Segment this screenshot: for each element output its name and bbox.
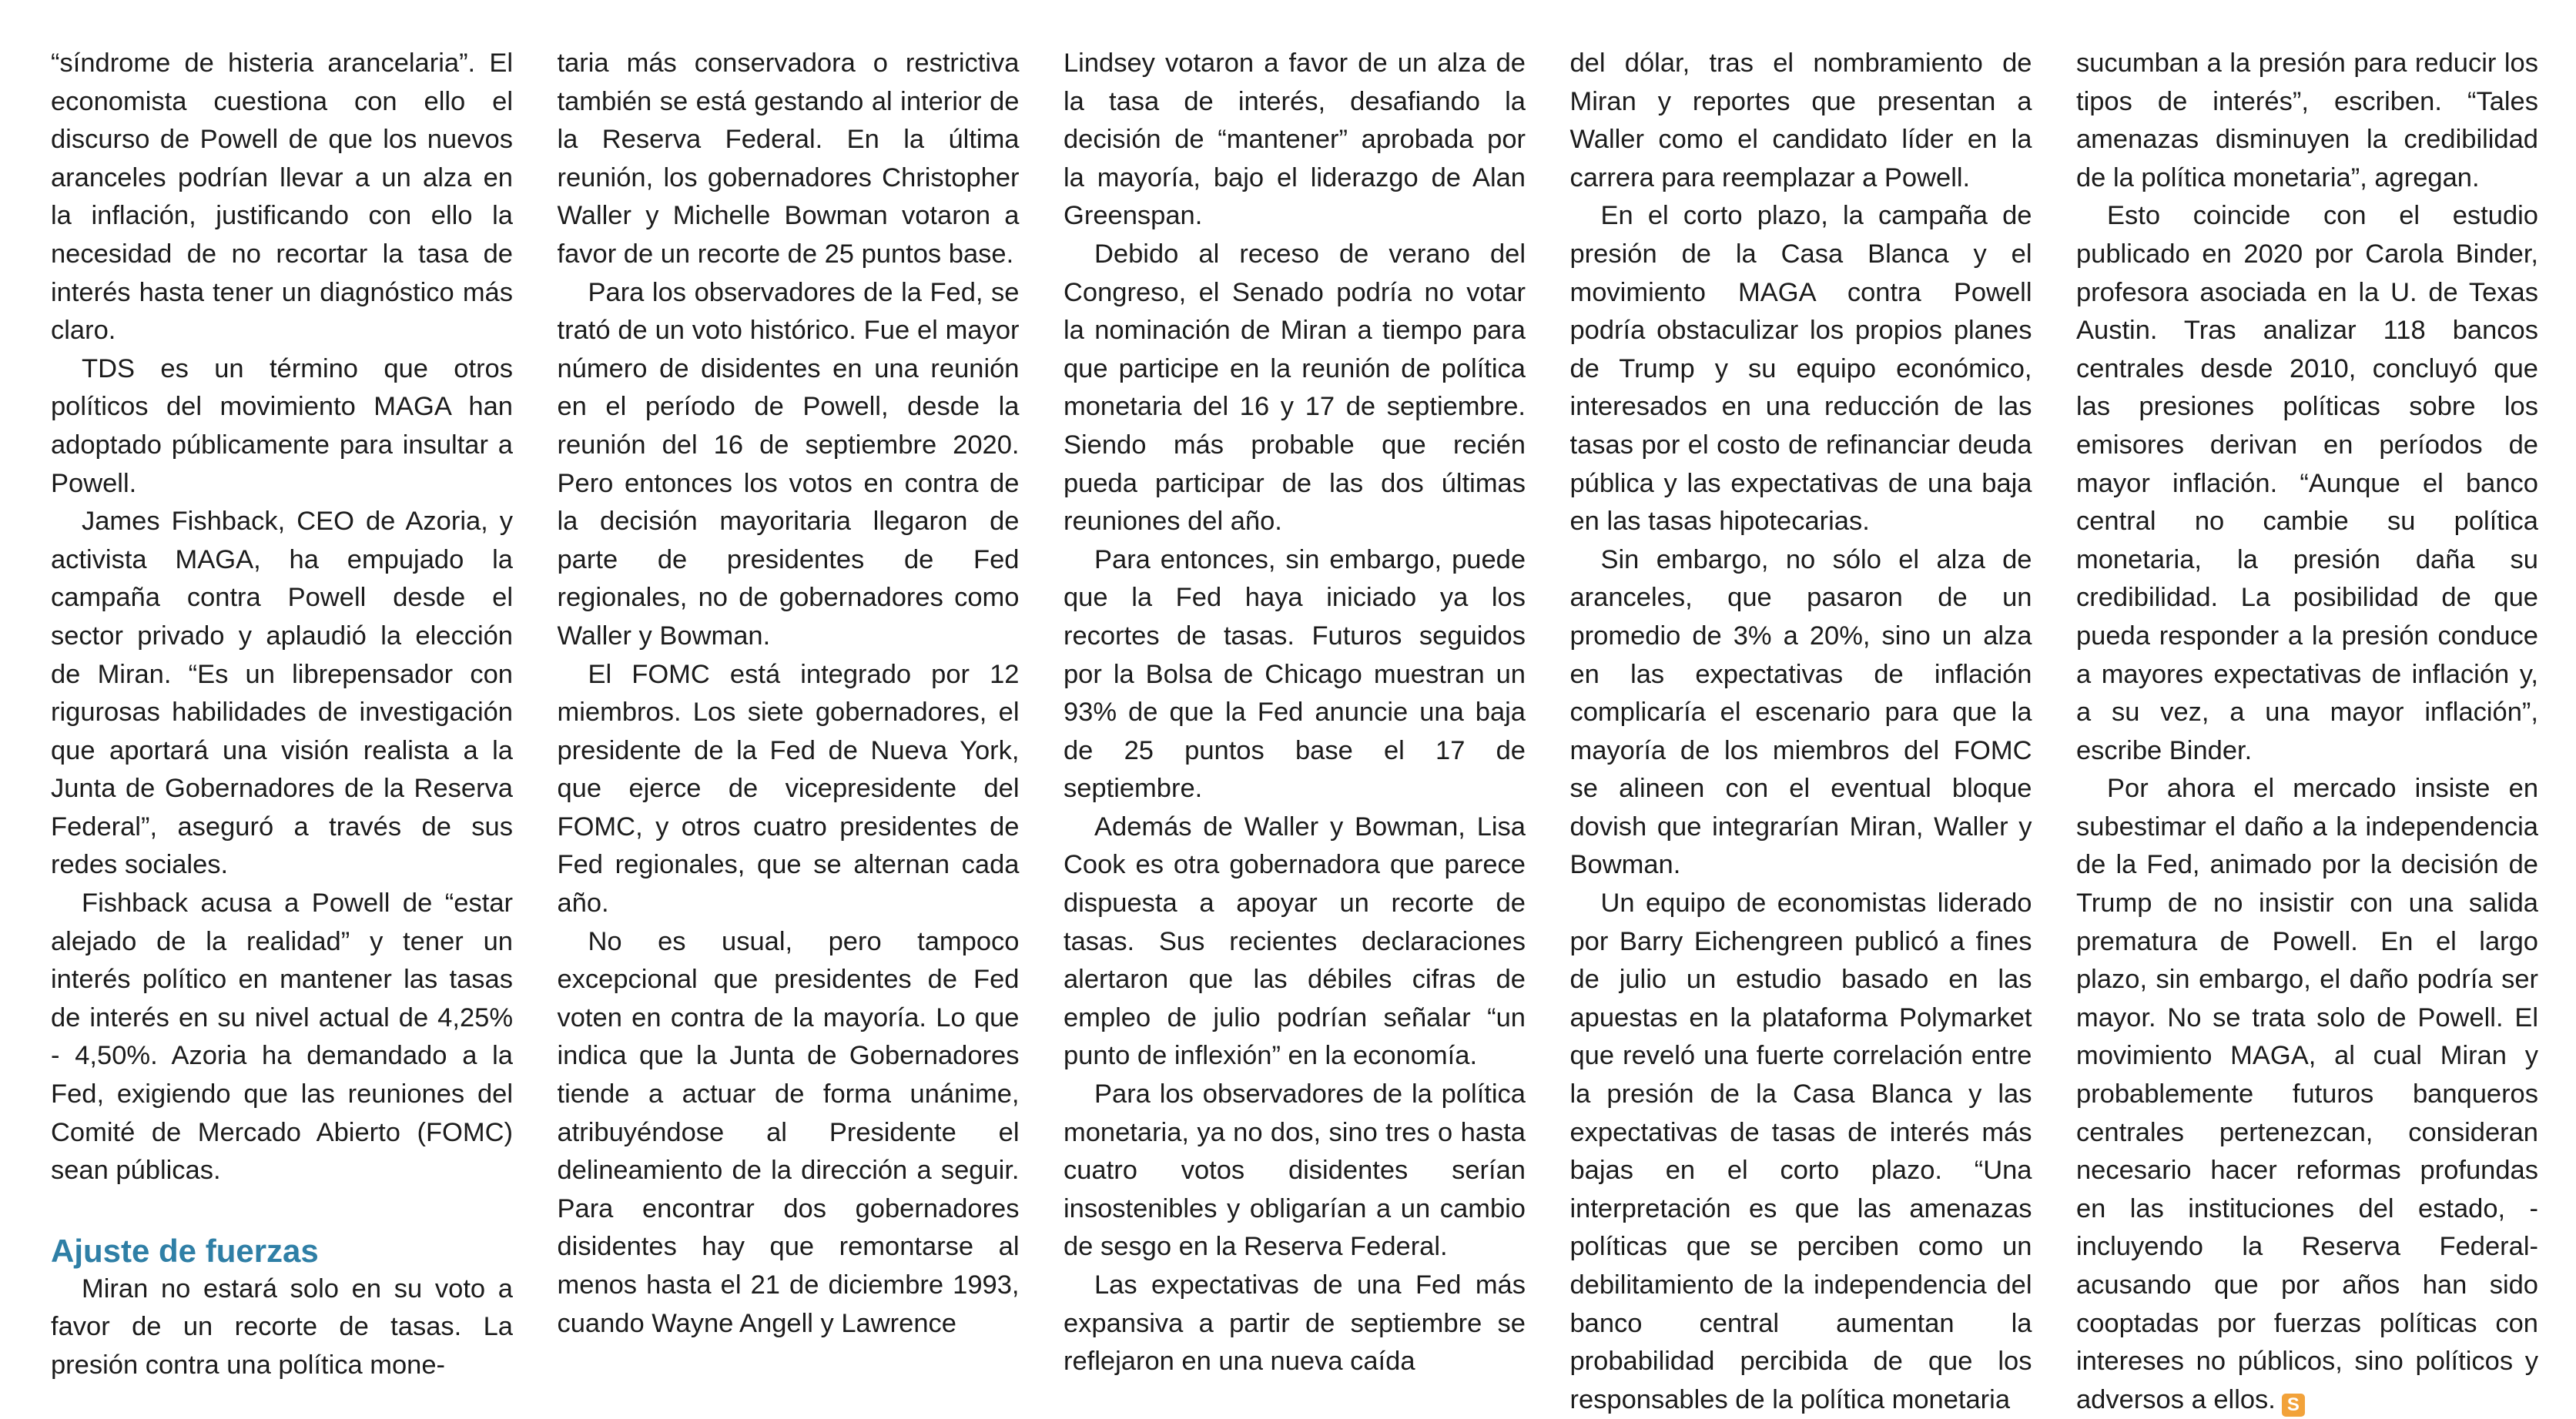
paragraph-text: Las expectativas de una Fed más expansiva a partir de septiembre se reflejaron en una nueva caída [1064,1270,1526,1377]
article-paragraph [1570,541,2032,885]
article-paragraph [558,923,1020,1344]
article-paragraph [1064,541,1526,808]
article-paragraph [51,45,513,350]
article-column-3 [1064,45,1526,1400]
paragraph-text: “síndrome de histeria arancelaria”. El economista cuestiona con ello el discurso de Powell de que los nuevos aranceles podrían llevar a un alza en la inflación, justificando con ello la necesidad de no recortar la tasa de interés hasta tener un diagnóstico más claro. [51,49,513,346]
article-paragraph [1064,45,1526,236]
paragraph-text: Para los observadores de la política monetaria, ya no dos, sino tres o hasta cuatro votos disidentes serían insostenibles y obligarían a un cambio de sesgo en la Reserva Federal. [1064,1079,1526,1262]
article-paragraph [51,350,513,503]
article-paragraph [558,274,1020,656]
paragraph-text: Esto coincide con el estudio publicado en 2020 por Carola Binder, profesora asociada en la U. de Texas Austin. Tras analizar 118 bancos centrales desde 2010, concluyó que las presiones políticas sobre los emisores derivan en períodos de mayor inflación. “Aunque el banco central no cambie su política monetaria, la presión daña su credibilidad. La posibilidad de que pueda responder a la presión conduce a mayores expectativas de inflación y, a su vez, a una mayor inflación”, escribe Binder. [2076,201,2538,765]
article-paragraph [1570,885,2032,1419]
paragraph-text: En el corto plazo, la campaña de presión de la Casa Blanca y el movimiento MAGA contra Powell podría obstaculizar los propios planes de Trump y su equipo económico, interesados en una reducción de las tasas por el costo de refinanciar deuda pública y las expectativas de una baja en las tasas hipotecarias. [1569,201,2032,537]
article-column-2 [558,45,1020,1400]
paragraph-text: Para los observadores de la Fed, se trató de un voto histórico. Fue el mayor número de disidentes en una reunión en el período de Powell, desde la reunión del 16 de septiembre 2020. Pero entonces los votos en contra de la decisión mayoritaria llegaron de parte de presidentes de Fed regionales, no de gobernadores como Waller y Bowman. [557,277,1020,651]
paragraph-text: Miran no estará solo en su voto a favor de un recorte de tasas. La presión contra una política mone- [51,1273,513,1380]
article-page [51,45,2538,1415]
paragraph-text: Un equipo de economistas liderado por Barry Eichengreen publicó a fines de julio un estudio basado en las apuestas en la plataforma Polymarket que reveló una fuerte correlación entre la presión de la Casa Blanca y las expectativas de tasas de interés más bajas en el corto plazo. “Una interpretación es que las amenazas políticas que se perciben como un debilitamiento de la independencia del banco central aumentan la probabilidad percibida de que los responsables de la política monetaria [1569,889,2032,1414]
paragraph-text: Lindsey votaron a favor de un alza de la tasa de interés, desafiando la decisión de “mantener” aprobada por la mayoría, bajo el liderazgo de Alan Greenspan. [1064,49,1526,231]
paragraph-text: Además de Waller y Bowman, Lisa Cook es otra gobernadora que parece dispuesta a apoyar un recorte de tasas. Sus recientes declaraciones alertaron que las débiles cifras de empleo de julio podrían señalar “un punto de inflexión” en la economía. [1064,812,1526,1071]
paragraph-text: Sin embargo, no sólo el alza de aranceles, que pasaron de un promedio de 3% a 20%, sino un alza en las expectativas de inflación complicaría el escenario para que la mayoría de los miembros del FOMC se alineen con el eventual bloque dovish que integrarían Miran, Waller y Bowman. [1569,544,2032,880]
paragraph-text: del dólar, tras el nombramiento de Miran y reportes que presentan a Waller como el candidato líder en la carrera para reemplazar a Powell. [1569,49,2032,192]
paragraph-text: sucumban a la presión para reducir los tipos de interés”, escriben. “Tales amenazas disminuyen la credibilidad de la política monetaria”, agregan. [2076,49,2538,192]
paragraph-text: El FOMC está integrado por 12 miembros. Los siete gobernadores, el presidente de la Fed de Nueva York, que ejerce de vicepresidente del FOMC, y otros cuatro presidentes de Fed regionales, que se alternan cada año. [557,659,1020,919]
article-paragraph [1064,1267,1526,1381]
article-paragraph [1064,236,1526,541]
paragraph-text: Fishback acusa a Powell de “estar alejado de la realidad” y tener un interés político en mantener las tasas de interés en su nivel actual de 4,25% - 4,50%. Azoria ha demandado a la Fed, exigiendo que las reuniones del Comité de Mercado Abierto (FOMC) sean públicas. [51,889,513,1186]
article-column-4 [1569,45,2032,1414]
article-paragraph [51,1270,513,1385]
article-paragraph [558,656,1020,923]
article-paragraph [1064,1076,1526,1267]
article-paragraph [2076,45,2538,197]
paragraph-text: No es usual, pero tampoco excepcional que presidentes de Fed voten en contra de la mayoría. Lo que indica que la Junta de Gobernadores tiende a actuar de forma unánime, atribuyéndose al Presidente el delineamiento de la dirección a seguir. Para encontrar dos gobernadores disidentes hay que remontarse al menos hasta el 21 de diciembre 1993, cuando Wayne Angell y Lawrence [557,926,1020,1338]
paragraph-text: Debido al receso de verano del Congreso, el Senado podría no votar la nominación de Miran a tiempo para que participe en la reunión de política monetaria del 16 y 17 de septiembre. Siendo más probable que recién pueda participar de las dos últimas reuniones del año. [1064,239,1526,537]
paragraph-text: Por ahora el mercado insiste en subestimar el daño a la independencia de la Fed, animado por la decisión de Trump de no insistir con una salida prematura de Powell. En el largo plazo, sin embargo, el daño podría ser mayor. No se trata solo de Powell. El movimiento MAGA, al cual Miran y probablemente futuros banqueros centrales pertenezcan, consideran necesario hacer reformas profundas en las instituciones del estado, -incluyendo la Reserva Federal- acusando que por años han sido cooptadas por fuerzas políticas con intereses no públicos, sino políticos y adversos a ellos. [2076,774,2538,1414]
article-column-1 [51,45,513,1400]
publication-logo-icon: S [2282,1394,2305,1417]
article-column-5 [2076,45,2538,1415]
paragraph-text: TDS es un término que otros políticos del movimiento MAGA han adoptado públicamente para insultar a Powell. [51,353,513,498]
section-heading: Ajuste de fuerzas [51,1232,319,1269]
paragraph-text: James Fishback, CEO de Azoria, y activista MAGA, ha empujado la campaña contra Powell desde el sector privado y aplaudió la elección de Miran. “Es un librepensador con rigurosas habilidades de investigación que aportará una visión realista a la Junta de Gobernadores de la Reserva Federal”, aseguró a través de sus redes sociales. [51,507,513,880]
article-paragraph [51,885,513,1190]
article-paragraph [51,503,513,885]
article-paragraph [1570,197,2032,540]
article-paragraph [1064,808,1526,1076]
paragraph-text: Para entonces, sin embargo, puede que la Fed haya iniciado ya los recortes de tasas. Futuros seguidos por la Bolsa de Chicago muestran un 93% de que la Fed anuncie una baja de 25 puntos base el 17 de septiembre. [1064,544,1526,804]
paragraph-text: taria más conservadora o restrictiva también se está gestando al interior de la Reserva Federal. En la última reunión, los gobernadores Christopher Waller y Michelle Bowman votaron a favor de un recorte de 25 puntos base. [557,49,1020,269]
article-paragraph [1570,45,2032,197]
article-paragraph [558,45,1020,274]
article-paragraph [2076,197,2538,770]
article-paragraph [2076,770,2538,1419]
